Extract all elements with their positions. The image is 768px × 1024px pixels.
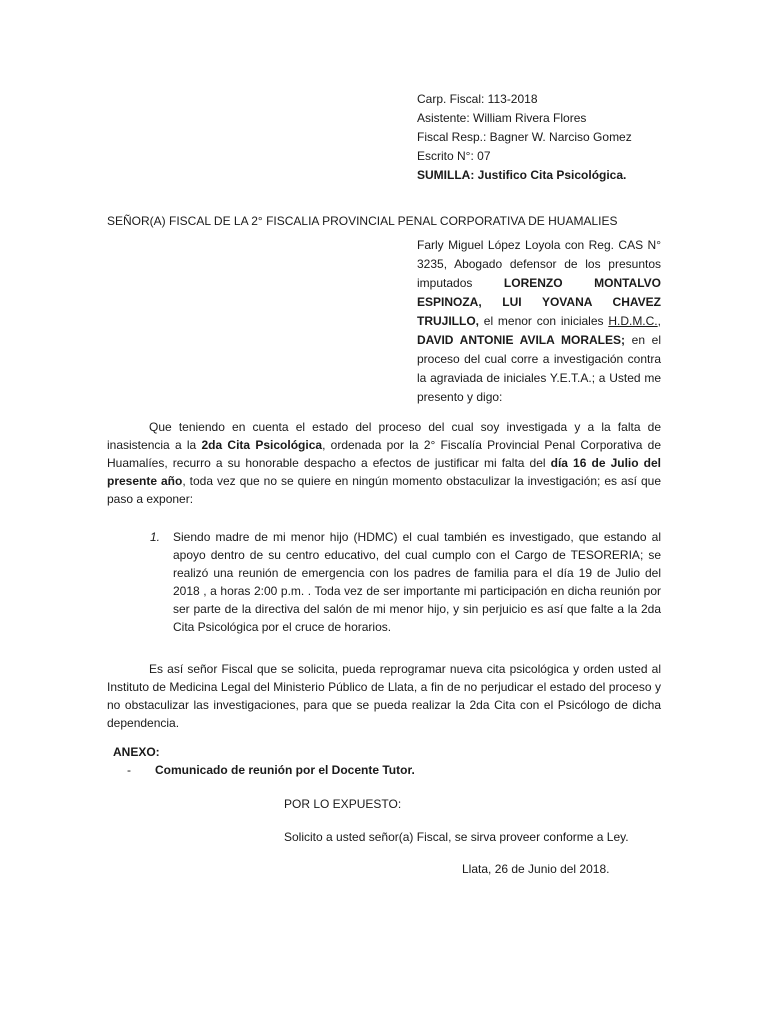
paragraph-text: , ordenada por la 2° Fiscalía Provincial Penal Corporativa de Huamalíes, recurro a su honorable despacho a efectos de justificar mi falta del <box>107 438 662 470</box>
assistant-name: Asistente: William Rivera Flores <box>417 111 587 125</box>
annex-item <box>127 761 415 779</box>
annex-item-text: Comunicado de reunión por el Docente Tutor. <box>155 763 415 777</box>
filing-number: Escrito N°: 07 <box>417 149 491 163</box>
paragraph-text: Que teniendo en cuenta el estado del proceso del cual soy investigada y a la falta de inasistencia a la <box>107 420 661 452</box>
appointment-ref: 2da Cita Psicológica <box>201 438 323 452</box>
case-header <box>417 90 737 185</box>
case-number: Carp. Fiscal: 113-2018 <box>417 92 538 106</box>
request-paragraph: Es así señor Fiscal que se solicita, pueda reprogramar nueva cita psicológica y orden usted al Instituto de Medicina Legal del Ministerio Público de Llata, a fin de no perjudicar el estado del proceso y no obstaculizar las investigaciones, para que se pueda realizar la 2da Cita con el Psicólogo de dicha dependencia. <box>107 662 661 730</box>
petitioner-text: en el proceso del cual corre a investigación contra la agraviada de iniciales Y.E.T.A.; a Usted me presento y digo: <box>417 333 661 404</box>
defendant-names: LORENZO MONTALVO ESPINOZA, LUI YOVANA CHAVEZ TRUJILLO, <box>417 276 661 328</box>
petitioner-text: Farly Miguel López Loyola con Reg. CAS N° 3235, Abogado defensor de los presuntos imputados <box>417 238 661 290</box>
paragraph-text: , toda vez que no se quiere en ningún momento obstaculizar la investigación; es así que paso a exponer: <box>107 474 661 506</box>
request-line: Solicito a usted señor(a) Fiscal, se sirva proveer conforme a Ley. <box>284 830 629 844</box>
petitioner-block <box>417 236 661 407</box>
absence-date: día 16 de Julio del presente año <box>107 456 662 488</box>
defendant-name: DAVID ANTONIE AVILA MORALES; <box>417 333 625 347</box>
petitioner-text: , <box>657 314 661 328</box>
prosecutor-name: Fiscal Resp.: Bagner W. Narciso Gomez <box>417 130 632 144</box>
annex-dash: - <box>127 763 131 777</box>
summary-label: SUMILLA: <box>417 168 475 182</box>
annex-title: ANEXO: <box>113 745 160 759</box>
minor-initials: H.D.M.C. <box>608 314 658 328</box>
summary-text: Justifico Cita Psicológica. <box>474 168 627 182</box>
item-number: 1. <box>150 530 161 544</box>
date-line: Llata, 26 de Junio del 2018. <box>462 862 610 876</box>
closing-line: POR LO EXPUESTO: <box>284 797 402 811</box>
item-text: Siendo madre de mi menor hijo (HDMC) el cual también es investigado, que estando al apoyo dentro de su centro educativo, del cual cumplo con el Cargo de TESORERIA; se realizó una reunión de emergencia con los padres de familia para el día 19 de Julio del 2018 , a horas 2:00 p.m. . Toda vez de ser importante mi participación en dicha reunión por ser parte de la directiva del salón de mi menor hijo, y sin perjuicio es así que falte a la 2da Cita Psicológica por el cruce de horarios. <box>173 530 661 634</box>
petitioner-text: el menor con iniciales <box>479 314 609 328</box>
justification-paragraph <box>107 418 661 508</box>
summary-line <box>417 166 737 185</box>
addressee-line: SEÑOR(A) FISCAL DE LA 2° FISCALIA PROVINCIAL PENAL CORPORATIVA DE HUAMALIES <box>107 214 618 228</box>
